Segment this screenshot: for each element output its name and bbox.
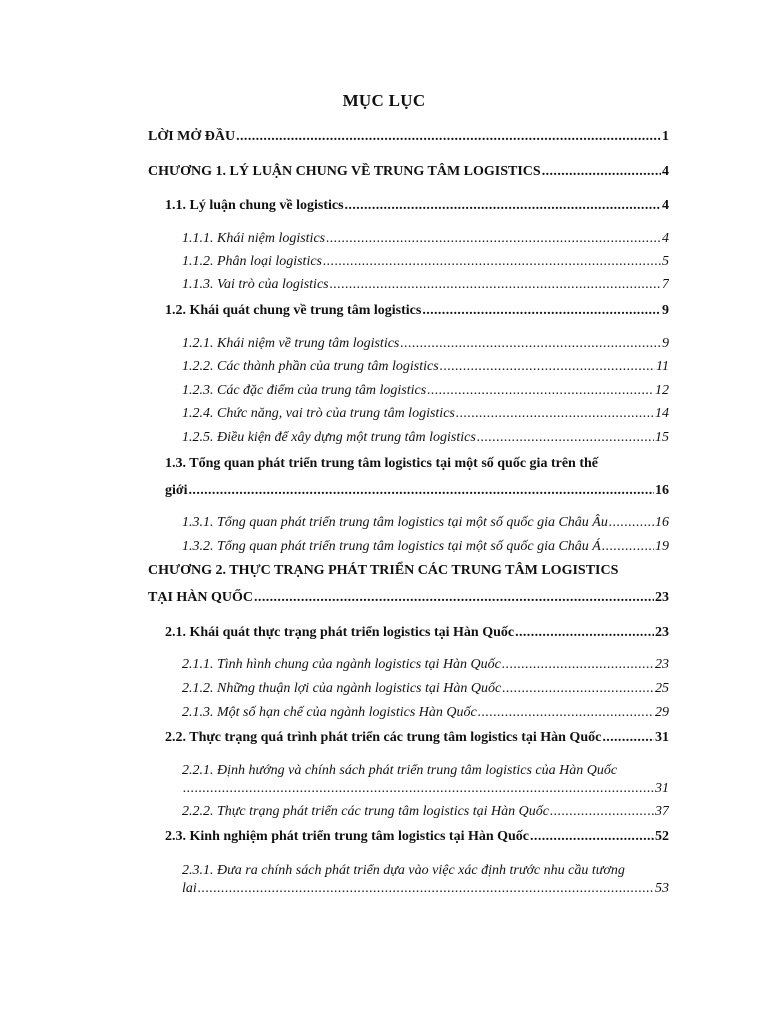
toc-entry-text: 1.2.1. Khái niệm về trung tâm logistics <box>182 336 400 351</box>
toc-page-number: 16 <box>655 483 669 498</box>
toc-entry-text: 2.1.2. Những thuận lợi của ngành logistics tại Hàn Quốc <box>182 681 502 696</box>
toc-entry-2-1-2[interactable] <box>182 680 669 698</box>
toc-entry-2-2[interactable] <box>165 729 669 747</box>
toc-leader-dots <box>326 230 661 248</box>
toc-leader-dots <box>189 482 654 500</box>
toc-leader-dots <box>530 828 654 846</box>
toc-entry-text: 1.1.2. Phân loại logistics <box>182 254 322 269</box>
toc-page-number: 23 <box>655 590 669 605</box>
toc-page-number: 4 <box>662 231 669 246</box>
toc-entry-text: 1.2.5. Điều kiện để xây dựng một trung tâm logistics <box>182 430 476 445</box>
toc-leader-dots <box>422 302 661 320</box>
toc-entry-chuong-2[interactable] <box>148 589 669 607</box>
toc-entry-1-3[interactable] <box>165 482 669 500</box>
toc-entry-1-3-line1[interactable]: 1.3. Tổng quan phát triển trung tâm logistics tại một số quốc gia trên thế <box>165 456 598 471</box>
toc-page-number: 23 <box>655 657 669 672</box>
toc-leader-dots <box>502 680 654 698</box>
toc-entry-text: LỜI MỞ ĐẦU <box>148 129 236 144</box>
toc-leader-dots <box>440 358 655 376</box>
toc-page-number: 37 <box>655 804 669 819</box>
toc-leader-dots <box>198 880 654 898</box>
toc-entry-text: giới <box>165 483 188 498</box>
toc-entry-text: 1.3.1. Tổng quan phát triển trung tâm logistics tại một số quốc gia Châu Âu <box>182 515 608 530</box>
toc-entry-chuong-1[interactable] <box>148 163 669 181</box>
toc-leader-dots <box>456 405 654 423</box>
toc-entry-2-1[interactable] <box>165 624 669 642</box>
toc-entry-text: 2.1.1. Tình hình chung của ngành logistics tại Hàn Quốc <box>182 657 501 672</box>
toc-entry-text: 1.3.2. Tổng quan phát triển trung tâm logistics tại một số quốc gia Châu Á <box>182 539 601 554</box>
toc-entry-text: 2.3. Kinh nghiệm phát triển trung tâm logistics tại Hàn Quốc <box>165 829 530 844</box>
toc-leader-dots <box>323 253 661 271</box>
toc-page-number: 14 <box>655 406 669 421</box>
toc-entry-chuong-2-line1[interactable]: CHƯƠNG 2. THỰC TRẠNG PHÁT TRIỂN CÁC TRUNG TÂM LOGISTICS <box>148 563 619 578</box>
toc-page-number: 4 <box>662 164 669 179</box>
toc-entry-text: 1.1. Lý luận chung về logistics <box>165 198 344 213</box>
toc-leader-dots <box>478 704 654 722</box>
toc-entry-1-1-1[interactable] <box>182 230 669 248</box>
toc-entry-text: 1.1.1. Khái niệm logistics <box>182 231 326 246</box>
toc-entry-1-3-1[interactable] <box>182 514 669 532</box>
toc-leader-dots <box>550 803 654 821</box>
toc-entry-text: 2.2. Thực trạng quá trình phát triển các trung tâm logistics tại Hàn Quốc <box>165 730 602 745</box>
toc-entry-1-2-2[interactable] <box>182 358 669 376</box>
toc-entry-1-2-5[interactable] <box>182 429 669 447</box>
toc-page-number: 9 <box>662 303 669 318</box>
toc-entry-text: 1.1.3. Vai trò của logistics <box>182 277 329 292</box>
toc-entry-text: 2.2.2. Thực trạng phát triển các trung tâm logistics tại Hàn Quốc <box>182 804 549 819</box>
page-title: MỤC LỤC <box>342 91 426 110</box>
toc-leader-dots <box>345 197 661 215</box>
toc-page-number: 9 <box>662 336 669 351</box>
toc-entry-2-2-2[interactable] <box>182 803 669 821</box>
toc-entry-1-2-4[interactable] <box>182 405 669 423</box>
toc-entry-text: CHƯƠNG 1. LÝ LUẬN CHUNG VỀ TRUNG TÂM LOGISTICS <box>148 164 541 179</box>
toc-page-number: 19 <box>655 539 669 554</box>
toc-entry-text: 1.2. Khái quát chung về trung tâm logistics <box>165 303 422 318</box>
toc-page-number: 52 <box>655 829 669 844</box>
toc-entry-2-1-3[interactable] <box>182 704 669 722</box>
toc-leader-dots <box>254 589 654 607</box>
toc-leader-dots <box>602 538 654 556</box>
toc-entry-2-3-1-line1[interactable]: 2.3.1. Đưa ra chính sách phát triển dựa vào việc xác định trước nhu cầu tương <box>182 863 625 878</box>
toc-entry-text: 2.1.3. Một số hạn chế của ngành logistics Hàn Quốc <box>182 705 477 720</box>
toc-page-number: 7 <box>662 277 669 292</box>
toc-leader-dots <box>502 656 654 674</box>
toc-entry-1-2[interactable] <box>165 302 669 320</box>
toc-page-number: 16 <box>655 515 669 530</box>
toc-entry-text: 2.1. Khái quát thực trạng phát triển logistics tại Hàn Quốc <box>165 625 515 640</box>
toc-page-number: 11 <box>656 359 669 374</box>
toc-entry-text: 1.2.2. Các thành phần của trung tâm logistics <box>182 359 439 374</box>
toc-entry-text: 1.2.3. Các đặc điểm của trung tâm logistics <box>182 383 427 398</box>
toc-entry-1-1[interactable] <box>165 197 669 215</box>
toc-page-number: 31 <box>655 781 669 796</box>
toc-page-number: 25 <box>655 681 669 696</box>
toc-leader-dots <box>400 335 661 353</box>
toc-leader-dots <box>542 163 661 181</box>
toc-leader-dots <box>236 128 661 146</box>
toc-entry-text: 1.2.4. Chức năng, vai trò của trung tâm logistics <box>182 406 455 421</box>
toc-entry-2-3-1[interactable] <box>182 880 669 898</box>
toc-leader-dots <box>609 514 654 532</box>
toc-entry-1-1-3[interactable] <box>182 276 669 294</box>
toc-page-number: 4 <box>662 198 669 213</box>
toc-leader-dots <box>183 780 654 798</box>
toc-leader-dots <box>330 276 661 294</box>
toc-page-number: 5 <box>662 254 669 269</box>
toc-entry-2-3[interactable] <box>165 828 669 846</box>
toc-leader-dots <box>515 624 654 642</box>
toc-entry-text: TẠI HÀN QUỐC <box>148 590 254 605</box>
toc-entry-1-2-1[interactable] <box>182 335 669 353</box>
toc-page-number: 23 <box>655 625 669 640</box>
toc-page-number: 53 <box>655 881 669 896</box>
toc-page-number: 29 <box>655 705 669 720</box>
toc-entry-1-3-2[interactable] <box>182 538 669 556</box>
toc-entry-loi-mo-dau[interactable] <box>148 128 669 146</box>
toc-entry-2-2-1[interactable] <box>182 780 669 798</box>
toc-leader-dots <box>427 382 654 400</box>
toc-page-number: 15 <box>655 430 669 445</box>
toc-entry-1-2-3[interactable] <box>182 382 669 400</box>
toc-page-number: 1 <box>662 129 669 144</box>
toc-leader-dots <box>602 729 654 747</box>
toc-entry-2-2-1-line1[interactable]: 2.2.1. Định hướng và chính sách phát triển trung tâm logistics của Hàn Quốc <box>182 763 618 778</box>
toc-entry-1-1-2[interactable] <box>182 253 669 271</box>
toc-entry-text: lai <box>182 881 197 896</box>
toc-page-number: 31 <box>655 730 669 745</box>
toc-leader-dots <box>477 429 654 447</box>
toc-page-number: 12 <box>655 383 669 398</box>
toc-entry-2-1-1[interactable] <box>182 656 669 674</box>
